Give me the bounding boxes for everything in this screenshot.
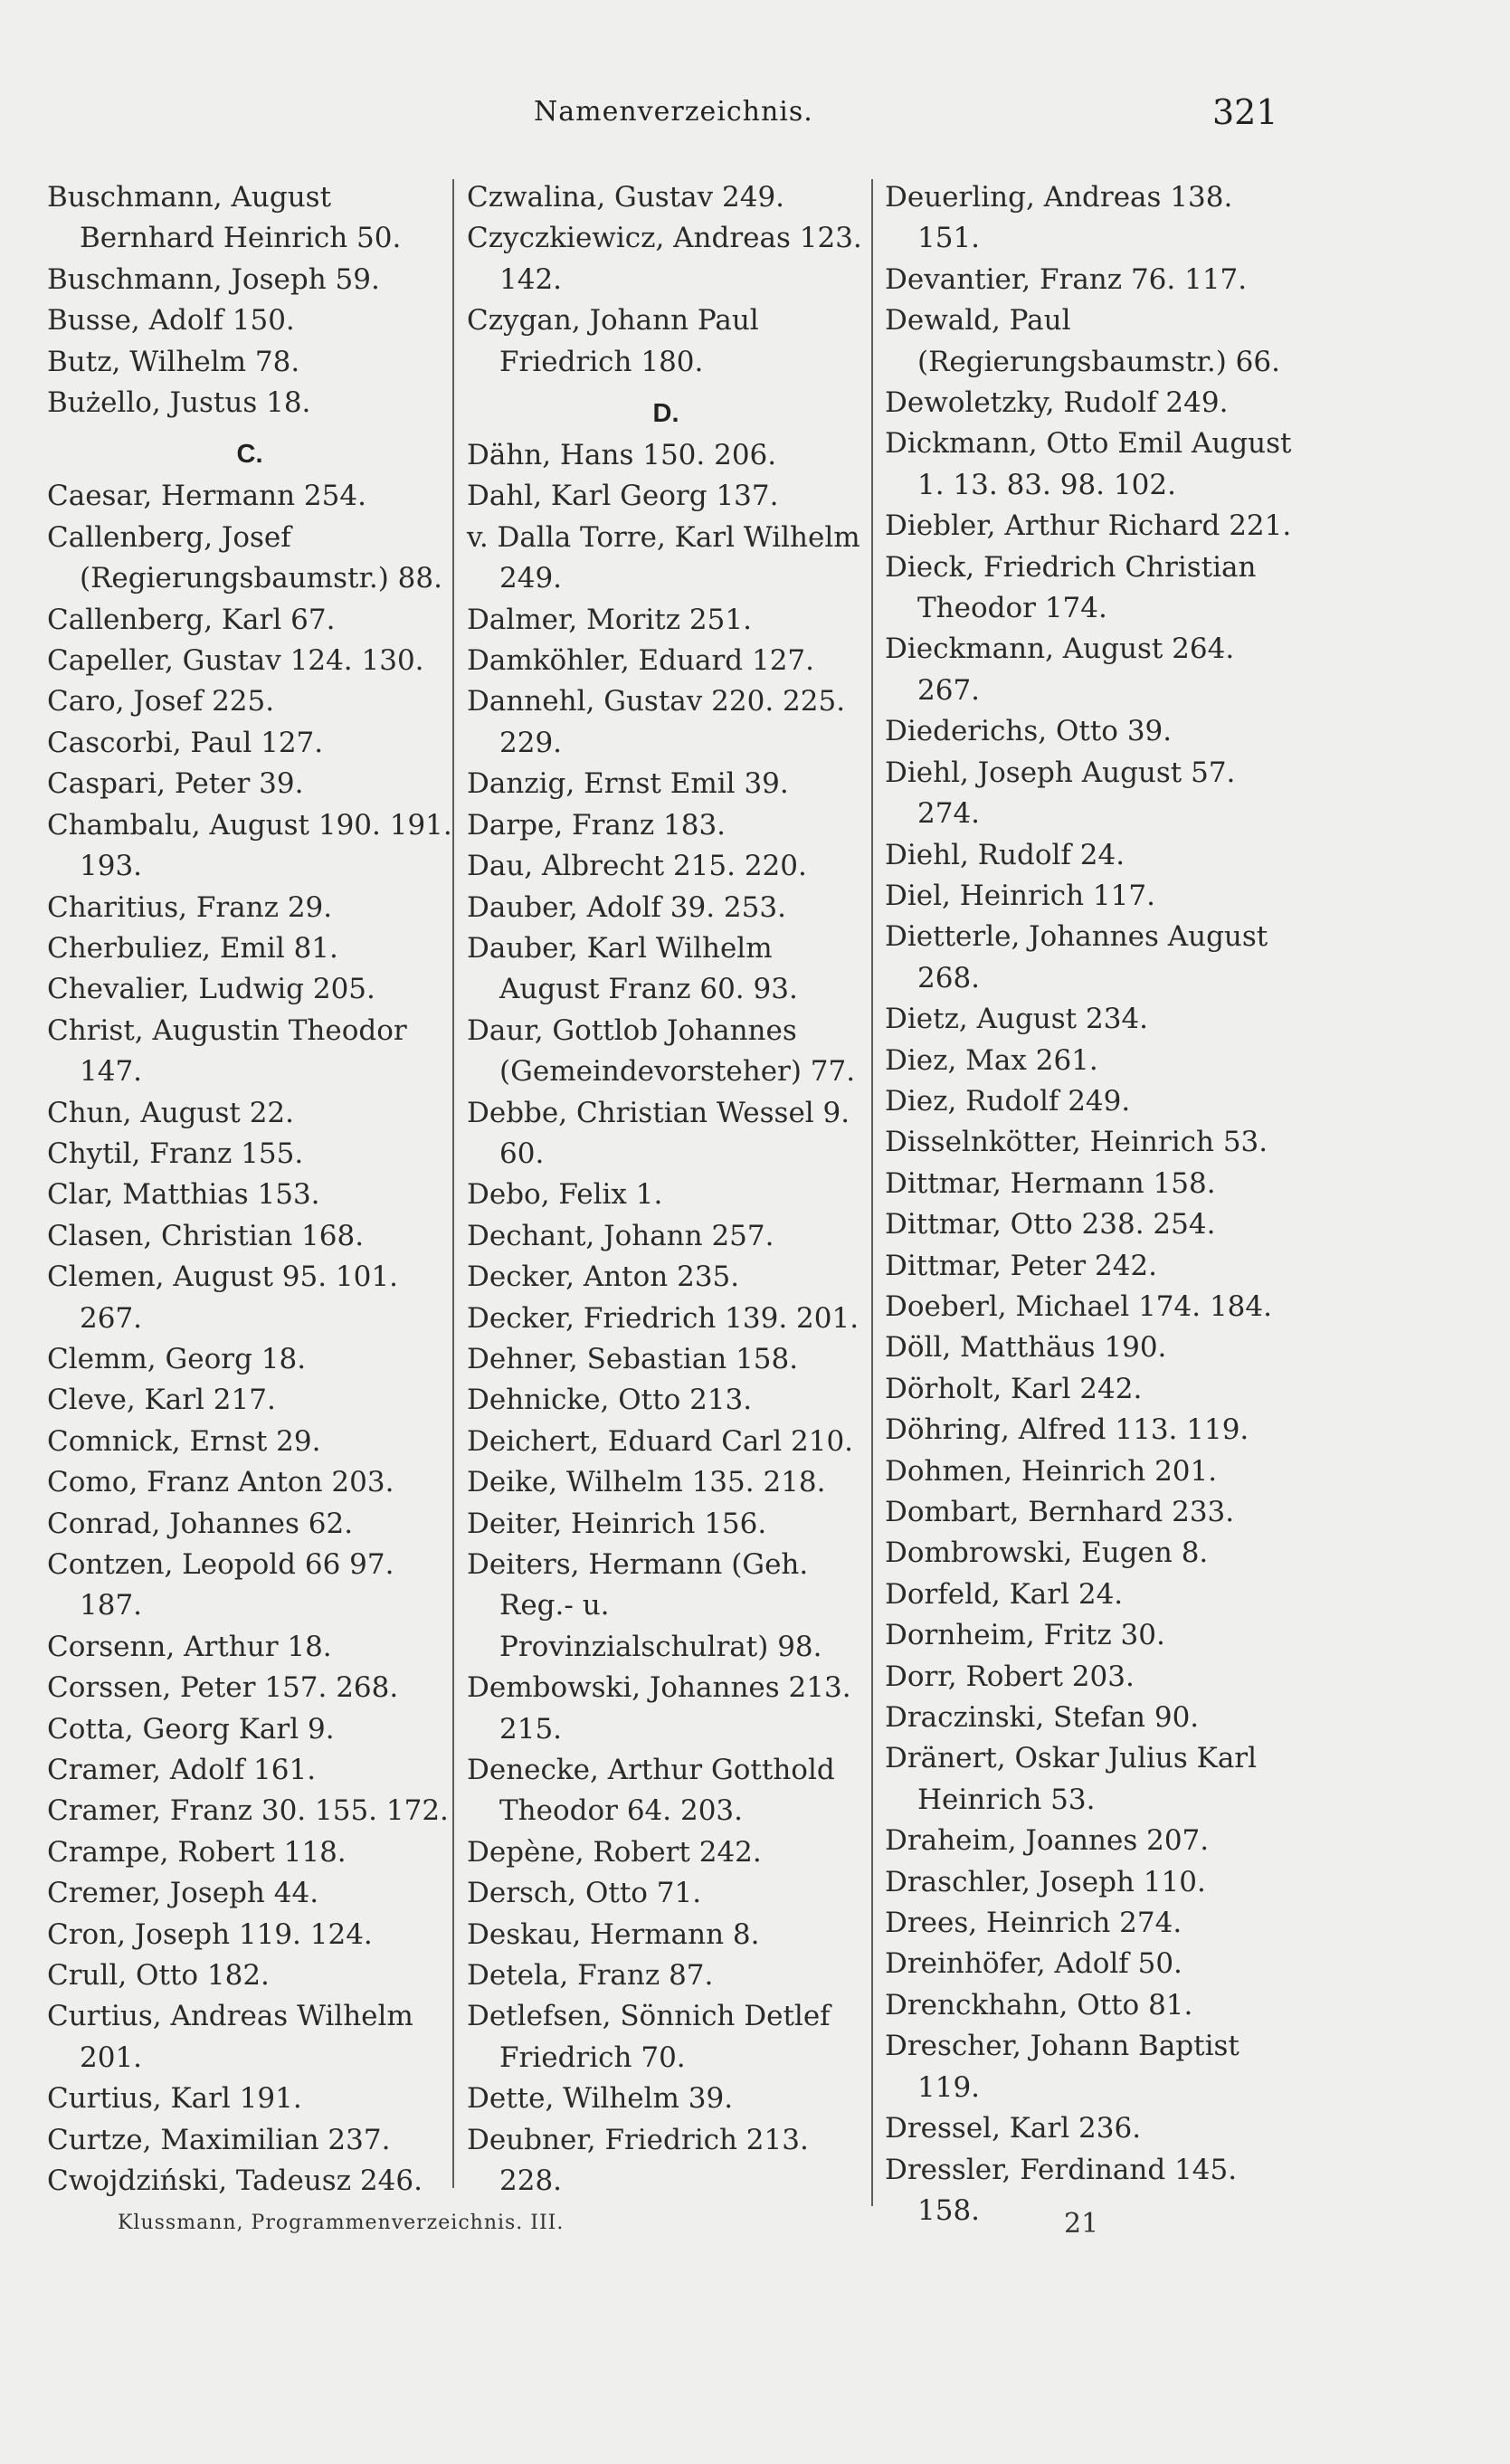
index-entry: Capeller, Gustav 124. 130. [47,644,424,678]
letter-heading: D. [652,399,679,429]
index-entry: Dreinhöfer, Adolf 50. [885,1947,1182,1981]
index-entry: Caesar, Hermann 254. [47,480,366,513]
index-entry: Deubner, Friedrich 213. 228. [467,2123,809,2198]
index-entry: Clar, Matthias 153. [47,1178,320,1212]
index-entry: Charitius, Franz 29. [47,890,333,924]
index-entry: Dewald, Paul (Regierungsbaumstr.) 66. [885,304,1280,378]
index-entry: Depène, Robert 242. [467,1835,762,1869]
index-entry: Dombrowski, Eugen 8. [885,1536,1209,1570]
index-entry: Corssen, Peter 157. 268. [47,1671,399,1705]
index-entry: Cramer, Franz 30. 155. 172. [47,1794,449,1828]
running-title: Namenverzeichnis. [534,96,813,128]
index-entry: Callenberg, Josef (Regierungsbaumstr.) 88. [47,520,442,595]
index-entry: Clemen, August 95. 101. 267. [47,1261,398,1335]
index-entry: Damköhler, Eduard 127. [467,644,814,678]
index-entry: Deichert, Eduard Carl 210. [467,1424,854,1458]
index-entry: Busse, Adolf 150. [47,304,295,338]
index-column-1 [47,177,452,2202]
index-entry: Cwojdziński, Tadeusz 246. [47,2164,423,2198]
index-entry: Diehl, Joseph August 57. 274. [885,756,1236,831]
signature-mark: 21 [1064,2208,1099,2240]
index-entry: Dombart, Bernhard 233. [885,1496,1235,1528]
index-entry: Dohmen, Heinrich 201. [885,1454,1218,1488]
index-entry: Döll, Matthäus 190. [885,1331,1167,1365]
index-entry: Dittmar, Hermann 158. [885,1166,1216,1200]
index-entry: Dehnicke, Otto 213. [467,1384,753,1417]
index-entry: Drees, Heinrich 274. [885,1907,1182,1940]
index-entry: Buschmann, August Bernhard Heinrich 50. [47,181,402,255]
index-entry: Czygan, Johann Paul Friedrich 180. [467,304,759,378]
index-entry: Deiter, Heinrich 156. [467,1507,767,1540]
index-entry: Diez, Max 261. [885,1043,1098,1077]
index-entry: Czwalina, Gustav 249. [467,181,785,214]
index-entry: Devantier, Franz 76. 117. [885,262,1248,296]
index-entry: Dähn, Hans 150. 206. [467,439,777,472]
index-entry: Dechant, Johann 257. [467,1219,774,1252]
column-divider [871,179,873,2206]
index-entry: Dittmar, Peter 242. [885,1249,1157,1282]
index-entry: Darpe, Franz 183. [467,808,727,842]
index-entry: Drescher, Johann Baptist 119. [885,2030,1239,2104]
index-entry: Dalmer, Moritz 251. [467,603,752,636]
index-entry: Curtius, Andreas Wilhelm 201. [47,2000,413,2074]
index-entry: Diederichs, Otto 39. [885,715,1173,748]
index-entry: Diehl, Rudolf 24. [885,838,1125,871]
index-entry: Dette, Wilhelm 39. [467,2082,734,2116]
index-entry: Drenckhahn, Otto 81. [885,1988,1193,2022]
index-entry: Dorfeld, Karl 24. [885,1577,1124,1611]
index-entry: Bużello, Justus 18. [47,386,311,420]
index-entry: Cherbuliez, Emil 81. [47,931,338,965]
index-entry: Dietterle, Johannes August 268. [885,920,1268,994]
index-entry: Callenberg, Karl 67. [47,603,336,636]
index-entry: Dörholt, Karl 242. [885,1372,1143,1405]
index-entry: Clasen, Christian 168. [47,1219,365,1252]
index-entry: Crampe, Robert 118. [47,1835,347,1869]
index-entry: Como, Franz Anton 203. [47,1466,394,1499]
index-column-2 [467,177,865,2202]
index-entry: Dannehl, Gustav 220. 225. 229. [467,685,846,759]
footer-imprint: Klussmann, Programmenverzeichnis. III. [118,2212,565,2234]
index-entry: Draczinski, Stefan 90. [885,1701,1200,1735]
index-entry: Dornheim, Fritz 30. [885,1619,1165,1652]
index-entry: Curtze, Maximilian 237. [47,2123,391,2156]
index-entry: Dieckmann, August 264. 267. [885,633,1235,707]
index-entry: Dorr, Robert 203. [885,1660,1135,1693]
index-entry: Cremer, Joseph 44. [47,1877,319,1910]
index-entry: Cotta, Georg Karl 9. [47,1712,335,1746]
index-entry: Diez, Rudolf 249. [885,1084,1131,1118]
index-entry: Decker, Friedrich 139. 201. [467,1301,859,1335]
index-entry: Chun, August 22. [47,1096,295,1129]
index-entry: Deuerling, Andreas 138. 151. [885,181,1233,255]
index-entry: Dehner, Sebastian 158. [467,1342,799,1375]
index-entry: Comnick, Ernst 29. [47,1424,321,1458]
index-entry: Deiters, Hermann (Geh. Reg.- u. Provinzialschulrat) 98. [467,1548,822,1663]
index-entry: Dembowski, Johannes 213. 215. [467,1671,851,1746]
index-entry: Cascorbi, Paul 127. [47,726,324,759]
index-entry: Dietz, August 234. [885,1003,1149,1036]
index-entry: Christ, Augustin Theodor 147. [47,1013,407,1089]
index-entry: Disselnkötter, Heinrich 53. [885,1126,1268,1159]
index-entry: Draschler, Joseph 110. [885,1865,1206,1898]
index-entry: Deike, Wilhelm 135. 218. [467,1466,826,1499]
index-entry: Czyczkiewicz, Andreas 123. 142. [467,222,862,296]
letter-heading: C. [236,440,263,470]
index-entry: Denecke, Arthur Gotthold Theodor 64. 203. [467,1754,835,1828]
index-entry: Draheim, Joannes 207. [885,1824,1210,1858]
index-entry: Caro, Josef 225. [47,685,275,718]
index-entry: Debbe, Christian Wessel 9. 60. [467,1096,850,1170]
index-entry: Butz, Wilhelm 78. [47,345,300,378]
index-entry: Dressel, Karl 236. [885,2112,1142,2145]
page-header [0,92,1510,141]
index-entry: Cleve, Karl 217. [47,1384,276,1417]
index-entry: Dauber, Karl Wilhelm August Franz 60. 93. [467,931,798,1006]
page-footer [0,2208,1510,2248]
index-entry: Buschmann, Joseph 59. [47,262,380,296]
index-entry: Detela, Franz 87. [467,1959,714,1993]
index-entry: Dressler, Ferdinand 145. 158. [885,2153,1238,2227]
index-entry: Dränert, Oskar Julius Karl Heinrich 53. [885,1742,1258,1816]
index-entry: Chambalu, August 190. 191. 193. [47,808,452,883]
index-entry: Dahl, Karl Georg 137. [467,480,779,513]
index-entry: Daur, Gottlob Johannes (Gemeindevorsteher) 77. [467,1013,856,1089]
index-entry: Dau, Albrecht 215. 220. [467,850,807,883]
index-entry: Cron, Joseph 119. 124. [47,1917,373,1951]
index-entry: Debo, Felix 1. [467,1178,663,1212]
index-entry: Dickmann, Otto Emil August 1. 13. 83. 98. 102. [885,427,1292,501]
index-entry: Dewoletzky, Rudolf 249. [885,386,1229,420]
index-entry: Cramer, Adolf 161. [47,1754,317,1787]
index-entry: Danzig, Ernst Emil 39. [467,767,789,801]
index-entry: Curtius, Karl 191. [47,2082,302,2116]
index-entry: Detlefsen, Sönnich Detlef Friedrich 70. [467,2000,831,2074]
index-entry: Clemm, Georg 18. [47,1342,307,1375]
index-entry: Contzen, Leopold 66 97. 187. [47,1548,394,1622]
index-entry: Chytil, Franz 155. [47,1137,304,1170]
index-entry: Crull, Otto 182. [47,1959,270,1993]
index-entry: Decker, Anton 235. [467,1261,740,1294]
index-entry: Diebler, Arthur Richard 221. [885,509,1292,543]
index-entry: Diel, Heinrich 117. [885,879,1155,912]
index-entry: Dauber, Adolf 39. 253. [467,890,786,924]
index-column-3 [885,177,1301,2231]
index-entry: Döhring, Alfred 113. 119. [885,1413,1249,1447]
index-entry: v. Dalla Torre, Karl Wilhelm 249. [467,520,860,595]
index-entry: Dersch, Otto 71. [467,1877,702,1910]
column-divider [452,179,454,2188]
index-entry: Deskau, Hermann 8. [467,1917,760,1951]
index-entry: Conrad, Johannes 62. [47,1507,354,1540]
index-entry: Caspari, Peter 39. [47,767,304,801]
index-entry: Chevalier, Ludwig 205. [47,973,375,1006]
page-number: 321 [1212,92,1278,132]
index-entry: Corsenn, Arthur 18. [47,1630,332,1663]
index-entry: Doeberl, Michael 174. 184. [885,1289,1272,1323]
index-entry: Dieck, Friedrich Christian Theodor 174. [885,550,1257,625]
index-entry: Dittmar, Otto 238. 254. [885,1208,1216,1242]
